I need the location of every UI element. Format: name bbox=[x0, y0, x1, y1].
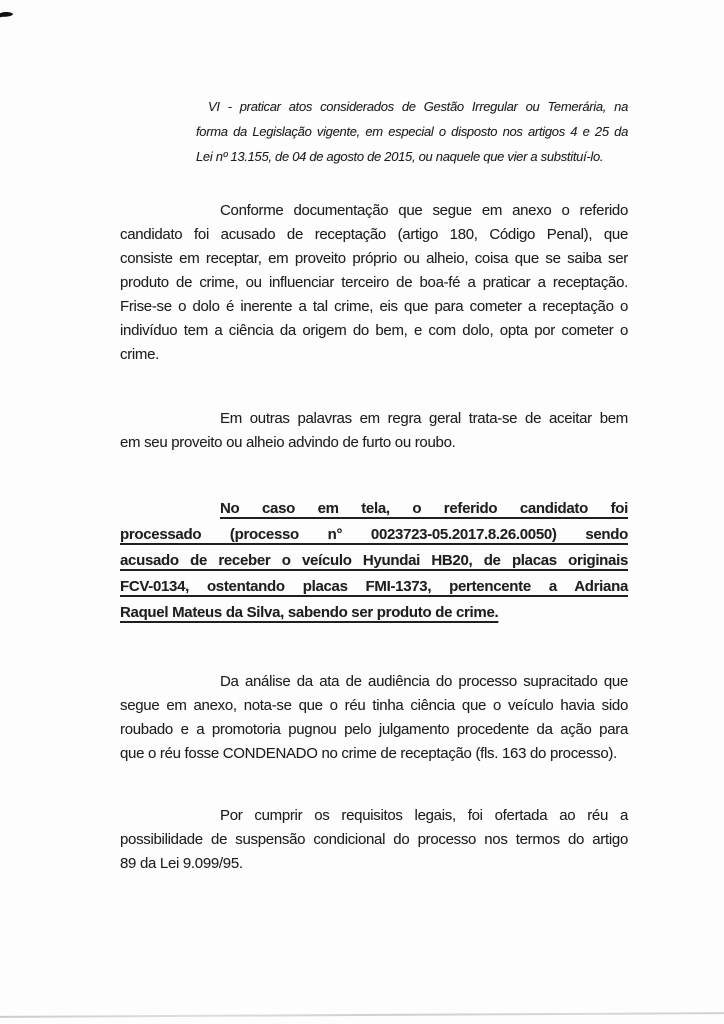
document-body bbox=[120, 0, 628, 876]
page-edge-shadow bbox=[0, 1012, 724, 1018]
text-line: em seu proveito ou alheio advindo de furto ou roubo. bbox=[120, 434, 456, 451]
text-line: Raquel Mateus da Silva, sabendo ser produto de crime. bbox=[120, 604, 499, 621]
text-line: 89 da Lei 9.099/95. bbox=[120, 855, 243, 872]
text-line: candidato foi acusado de receptação (artigo 180, Código Penal), que bbox=[120, 226, 628, 243]
text-line: indivíduo tem a ciência da origem do bem, e com dolo, opta por cometer o bbox=[120, 322, 628, 339]
text-line: Em outras palavras em regra geral trata-se de aceitar bem bbox=[220, 410, 628, 427]
text-line: possibilidade de suspensão condicional do processo nos termos do artigo bbox=[120, 831, 628, 848]
legal-citation-quote bbox=[196, 94, 628, 169]
text-line: crime. bbox=[120, 346, 160, 363]
pen-mark-icon bbox=[0, 11, 15, 20]
text-line: VI - praticar atos considerados de Gestão Irregular ou Temerária, na bbox=[208, 99, 628, 114]
text-line: No caso em tela, o referido candidato foi bbox=[220, 500, 628, 517]
text-line: acusado de receber o veículo Hyundai HB20, de placas originais bbox=[120, 552, 628, 569]
text-line: segue em anexo, nota-se que o réu tinha ciência que o veículo havia sido bbox=[120, 697, 628, 714]
paragraph-receptacao-definition bbox=[120, 199, 628, 367]
emphasis-paragraph-case-details bbox=[120, 496, 628, 626]
text-line: Por cumprir os requisitos legais, foi ofertada ao réu a bbox=[220, 807, 628, 824]
text-line: produto de crime, ou influenciar terceiro de boa-fé a praticar a receptação. bbox=[120, 274, 628, 291]
text-line: consiste em receptar, em proveito próprio ou alheio, coisa que se saiba ser bbox=[120, 250, 628, 267]
text-line: Lei nº 13.155, de 04 de agosto de 2015, ou naquele que vier a substituí-lo. bbox=[196, 149, 604, 164]
text-line: Conforme documentação que segue em anexo o referido bbox=[220, 202, 628, 219]
paragraph-hearing-analysis bbox=[120, 670, 628, 766]
text-line: processado (processo n° 0023723-05.2017.8.26.0050) sendo bbox=[120, 526, 628, 543]
text-line: que o réu fosse CONDENADO no crime de receptação (fls. 163 do processo). bbox=[120, 745, 617, 762]
text-line: roubado e a promotoria pugnou pelo julgamento procedente da ação para bbox=[120, 721, 628, 738]
text-line: Da análise da ata de audiência do processo supracitado que bbox=[220, 673, 628, 690]
text-line: FCV-0134, ostentando placas FMI-1373, pertencente a Adriana bbox=[120, 578, 628, 595]
paragraph-other-words bbox=[120, 407, 628, 455]
text-line: forma da Legislação vigente, em especial o disposto nos artigos 4 e 25 da bbox=[196, 124, 628, 139]
text-line: Frise-se o dolo é inerente a tal crime, eis que para cometer a receptação o bbox=[120, 298, 628, 315]
paragraph-conditional-suspension bbox=[120, 804, 628, 876]
